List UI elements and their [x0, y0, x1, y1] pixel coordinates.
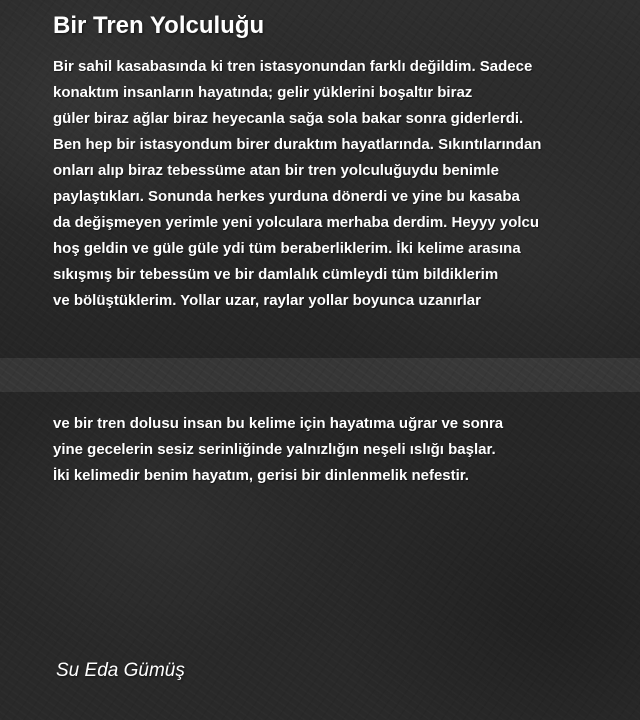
- poem-line: İki kelimedir benim hayatım, gerisi bir dinlenmelik nefestir.: [53, 467, 469, 484]
- poem-line: paylaştıkları. Sonunda herkes yurduna dönerdi ve yine bu kasaba: [53, 188, 520, 205]
- poem-author: Su Eda Gümüş: [56, 660, 185, 681]
- poem-line: sıkışmış bir tebessüm ve bir damlalık cümleydi tüm bildiklerim: [53, 266, 499, 283]
- poem-stanza-1: [53, 54, 541, 314]
- poem-stanza-2: [53, 411, 503, 489]
- poem-line: da değişmeyen yerimle yeni yolculara merhaba derdim. Heyyy yolcu: [53, 214, 540, 231]
- poem-title: Bir Tren Yolculuğu: [53, 12, 265, 39]
- poem-line: güler biraz ağlar biraz heyecanla sağa sola bakar sonra giderlerdi.: [53, 110, 524, 127]
- poem-line: yine gecelerin sesiz serinliğinde yalnızlığın neşeli ıslığı başlar.: [53, 441, 496, 458]
- poem-line: hoş geldin ve güle güle ydi tüm beraberliklerim. İki kelime arasına: [53, 240, 521, 257]
- poem-line: onları alıp biraz tebessüme atan bir tren yolculuğuydu benimle: [53, 162, 499, 179]
- poem-line: ve bir tren dolusu insan bu kelime için hayatıma uğrar ve sonra: [53, 415, 504, 432]
- poem-line: Bir sahil kasabasında ki tren istasyonundan farklı değildim. Sadece: [53, 58, 533, 75]
- poem-line: konaktım insanların hayatında; gelir yüklerini boşaltır biraz: [53, 84, 473, 101]
- poem-line: Ben hep bir istasyondum birer duraktım hayatlarında. Sıkıntılarından: [53, 136, 542, 153]
- poem-line: ve bölüştüklerim. Yollar uzar, raylar yollar boyunca uzanırlar: [53, 292, 481, 309]
